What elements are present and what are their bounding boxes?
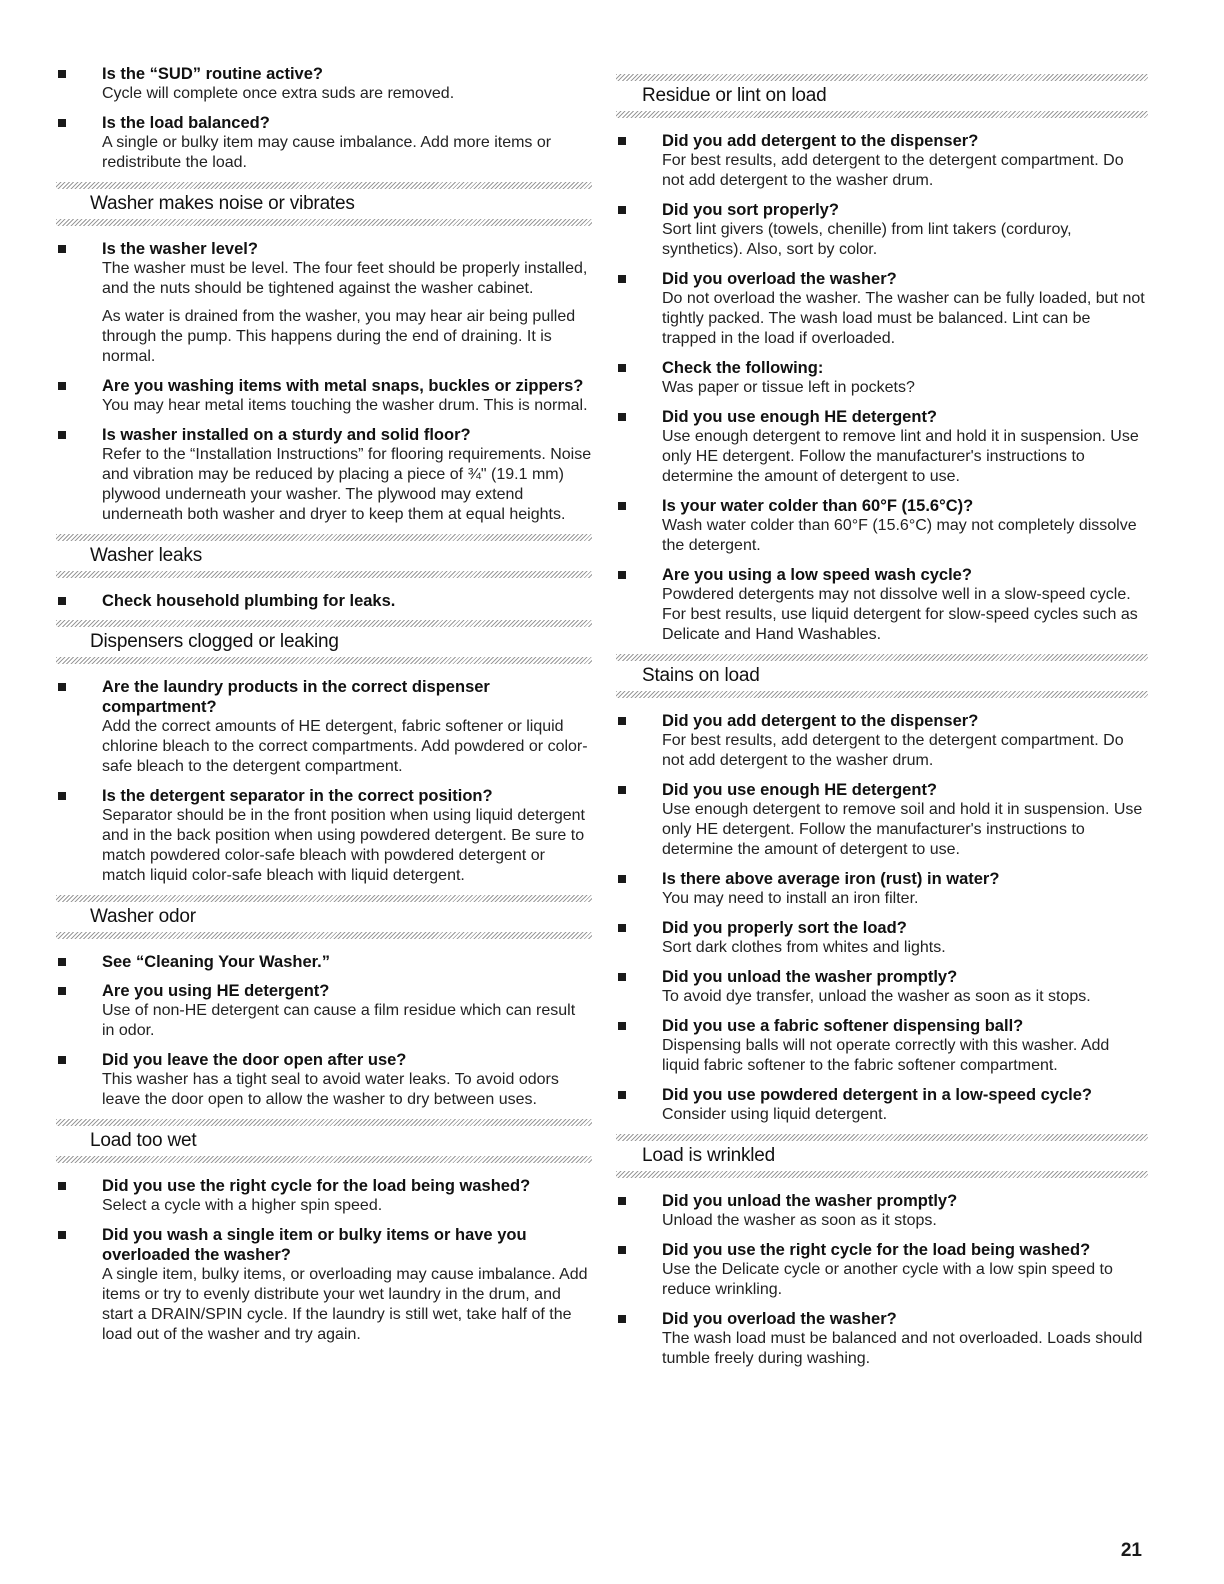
item-answer: Separator should be in the front position when using liquid detergent and in the back position when using powdered detergent. Be sure to match powdered color-safe bleach with powdered detergent or match liquid color-safe bleach with liquid detergent. (102, 807, 585, 884)
hatched-divider (616, 74, 1148, 81)
item-question: Did you wash a single item or bulky items or have you overloaded the washer? (102, 1226, 527, 1264)
item-answer: Cycle will complete once extra suds are removed. (102, 85, 455, 102)
troubleshooting-item (616, 1016, 1148, 1076)
item-answer: Unload the washer as soon as it stops. (662, 1212, 937, 1229)
item-question: Did you use the right cycle for the load being washed? (662, 1241, 1091, 1259)
item-question: Is the detergent separator in the correct position? (102, 787, 493, 805)
item-answer: Refer to the “Installation Instructions” for flooring requirements. Noise and vibration may be reduced by placing a piece of ¾" (19.1 mm) plywood underneath your washer. The plywood may extend underneath both washer and dryer to keep them at equal heights. (102, 446, 592, 523)
troubleshooting-item (56, 677, 592, 777)
item-answer: The washer must be level. The four feet should be properly installed, and the nuts should be tightened against the washer cabinet. (102, 260, 588, 297)
square-bullet-icon (618, 571, 626, 579)
troubleshooting-item (56, 786, 592, 886)
square-bullet-icon (58, 987, 66, 995)
square-bullet-icon (618, 717, 626, 725)
section-dispensers-clogged-or-leaking (56, 620, 592, 664)
troubleshooting-item (616, 780, 1148, 860)
troubleshooting-item (616, 869, 1148, 909)
item-answer: For best results, add detergent to the detergent compartment. Do not add detergent to the washer drum. (662, 152, 1124, 189)
section-load-is-wrinkled (616, 1134, 1148, 1178)
square-bullet-icon (58, 1056, 66, 1064)
item-question: Did you unload the washer promptly? (662, 968, 958, 986)
section-stains-on-load (616, 654, 1148, 698)
item-question: Did you add detergent to the dispenser? (662, 712, 979, 730)
troubleshooting-item (56, 239, 592, 367)
right-column (616, 64, 1148, 1378)
item-answer: Do not overload the washer. The washer can be fully loaded, but not tightly packed. The wash load must be balanced. Lint can be trapped in the load if overloaded. (662, 290, 1145, 347)
item-question: Is washer installed on a sturdy and solid floor? (102, 426, 471, 444)
square-bullet-icon (58, 1231, 66, 1239)
square-bullet-icon (618, 137, 626, 145)
troubleshooting-item (56, 981, 592, 1041)
item-answer: A single item, bulky items, or overloading may cause imbalance. Add items or try to evenly distribute your wet laundry in the drum, and start a DRAIN/SPIN cycle. If the laundry is still wet, take half of the load out of the washer and try again. (102, 1266, 588, 1343)
item-question: Did you unload the washer promptly? (662, 1192, 958, 1210)
hatched-divider (56, 932, 592, 939)
troubleshooting-item (616, 711, 1148, 771)
troubleshooting-item (56, 425, 592, 525)
section-washer-leaks (56, 534, 592, 578)
troubleshooting-item (616, 1191, 1148, 1231)
item-question: Did you overload the washer? (662, 1310, 897, 1328)
troubleshooting-item (56, 113, 592, 173)
square-bullet-icon (58, 958, 66, 966)
section-heading: Washer odor (90, 906, 196, 927)
troubleshooting-item (56, 1176, 592, 1216)
troubleshooting-item (56, 64, 592, 104)
hatched-divider (56, 534, 592, 541)
square-bullet-icon (58, 70, 66, 78)
square-bullet-icon (618, 206, 626, 214)
item-question: Is your water colder than 60°F (15.6°C)? (662, 497, 974, 515)
item-answer: Powdered detergents may not dissolve well in a slow-speed cycle. For best results, use liquid detergent for slow-speed cycles such as Delicate and Hand Washables. (662, 586, 1138, 643)
section-load-too-wet (56, 1119, 592, 1163)
troubleshooting-item (616, 269, 1148, 349)
troubleshooting-item (616, 1240, 1148, 1300)
hatched-divider (56, 182, 592, 189)
item-question: Did you use enough HE detergent? (662, 408, 938, 426)
item-question: Are you using HE detergent? (102, 982, 330, 1000)
item-question: Did you use the right cycle for the load being washed? (102, 1177, 531, 1195)
square-bullet-icon (58, 382, 66, 390)
item-question: Are the laundry products in the correct dispenser compartment? (102, 678, 490, 716)
hatched-divider (56, 219, 592, 226)
page-number: 21 (1120, 1540, 1142, 1561)
item-answer: This washer has a tight seal to avoid water leaks. To avoid odors leave the door open to allow the washer to dry between uses. (102, 1071, 559, 1108)
item-answer: Was paper or tissue left in pockets? (662, 379, 915, 396)
troubleshooting-item (616, 565, 1148, 645)
left-column (56, 64, 592, 1354)
item-question: Is the load balanced? (102, 114, 270, 132)
hatched-divider (616, 1134, 1148, 1141)
section-heading: Washer makes noise or vibrates (90, 193, 355, 214)
item-answer: Dispensing balls will not operate correctly with this washer. Add liquid fabric softener to the fabric softener compartment. (662, 1037, 1110, 1074)
square-bullet-icon (58, 431, 66, 439)
section-washer-makes-noise-or-vibrates (56, 182, 592, 226)
square-bullet-icon (58, 245, 66, 253)
troubleshooting-item (616, 918, 1148, 958)
square-bullet-icon (58, 597, 66, 605)
troubleshooting-item (56, 1050, 592, 1110)
section-washer-odor (56, 895, 592, 939)
item-question: Are you using a low speed wash cycle? (662, 566, 972, 584)
item-answer: Use of non-HE detergent can cause a film residue which can result in odor. (102, 1002, 576, 1039)
square-bullet-icon (618, 1091, 626, 1099)
item-question: Are you washing items with metal snaps, buckles or zippers? (102, 377, 584, 395)
section-residue-or-lint-on-load (616, 74, 1148, 118)
troubleshooting-item (56, 376, 592, 416)
troubleshooting-item (616, 496, 1148, 556)
item-question: Did you leave the door open after use? (102, 1051, 407, 1069)
square-bullet-icon (618, 1022, 626, 1030)
square-bullet-icon (618, 502, 626, 510)
hatched-divider (56, 895, 592, 902)
square-bullet-icon (618, 413, 626, 421)
hatched-divider (616, 1171, 1148, 1178)
item-answer: Use enough detergent to remove soil and hold it in suspension. Use only HE detergent. Follow the manufacturer's instructions to determine the amount of detergent to use. (662, 801, 1143, 858)
section-heading: Load is wrinkled (642, 1145, 776, 1166)
section-heading: Dispensers clogged or leaking (90, 631, 339, 652)
troubleshooting-item (616, 358, 1148, 398)
item-question: See “Cleaning Your Washer.” (102, 953, 331, 971)
hatched-divider (56, 1156, 592, 1163)
item-answer: Wash water colder than 60°F (15.6°C) may not completely dissolve the detergent. (662, 517, 1137, 554)
square-bullet-icon (618, 786, 626, 794)
square-bullet-icon (618, 1246, 626, 1254)
section-heading: Stains on load (642, 665, 760, 686)
square-bullet-icon (618, 364, 626, 372)
item-answer: Add the correct amounts of HE detergent, fabric softener or liquid chlorine bleach to the correct compartments. Add powdered or color-safe bleach to the detergent compartment. (102, 718, 588, 775)
square-bullet-icon (58, 683, 66, 691)
item-answer: Sort dark clothes from whites and lights. (662, 939, 946, 956)
item-answer: Use the Delicate cycle or another cycle with a low spin speed to reduce wrinkling. (662, 1261, 1113, 1298)
troubleshooting-item (616, 1309, 1148, 1369)
square-bullet-icon (618, 875, 626, 883)
item-answer: To avoid dye transfer, unload the washer as soon as it stops. (662, 988, 1091, 1005)
troubleshooting-item (616, 407, 1148, 487)
item-answer: A single or bulky item may cause imbalance. Add more items or redistribute the load. (102, 134, 552, 171)
square-bullet-icon (58, 792, 66, 800)
square-bullet-icon (58, 119, 66, 127)
section-heading: Load too wet (90, 1130, 197, 1151)
item-answer: Use enough detergent to remove lint and hold it in suspension. Use only HE detergent. Follow the manufacturer's instructions to determine the amount of detergent to use. (662, 428, 1139, 485)
hatched-divider (616, 654, 1148, 661)
item-answer: You may hear metal items touching the washer drum. This is normal. (102, 397, 588, 414)
hatched-divider (56, 657, 592, 664)
square-bullet-icon (618, 973, 626, 981)
item-question: Did you add detergent to the dispenser? (662, 132, 979, 150)
troubleshooting-item (56, 952, 592, 972)
square-bullet-icon (58, 1182, 66, 1190)
item-answer: Sort lint givers (towels, chenille) from lint takers (corduroy, synthetics). Also, sort by color. (662, 221, 1072, 258)
section-heading: Washer leaks (90, 545, 202, 566)
troubleshooting-item (616, 131, 1148, 191)
hatched-divider (56, 571, 592, 578)
item-question: Did you use a fabric softener dispensing ball? (662, 1017, 1024, 1035)
troubleshooting-item (56, 1225, 592, 1345)
square-bullet-icon (618, 275, 626, 283)
item-question: Did you sort properly? (662, 201, 839, 219)
troubleshooting-item (56, 591, 592, 611)
item-answer: As water is drained from the washer, you may hear air being pulled through the pump. This happens during the end of draining. It is normal. (102, 308, 576, 365)
item-answer: The wash load must be balanced and not overloaded. Loads should tumble freely during washing. (662, 1330, 1143, 1367)
troubleshooting-item (616, 200, 1148, 260)
item-question: Check the following: (662, 359, 824, 377)
item-question: Is the washer level? (102, 240, 258, 258)
hatched-divider (56, 1119, 592, 1126)
item-question: Did you properly sort the load? (662, 919, 907, 937)
item-answer: Select a cycle with a higher spin speed. (102, 1197, 383, 1214)
item-question: Did you use enough HE detergent? (662, 781, 938, 799)
square-bullet-icon (618, 924, 626, 932)
item-answer: You may need to install an iron filter. (662, 890, 919, 907)
hatched-divider (616, 111, 1148, 118)
square-bullet-icon (618, 1315, 626, 1323)
section-heading: Residue or lint on load (642, 85, 827, 106)
item-question: Did you use powdered detergent in a low-speed cycle? (662, 1086, 1093, 1104)
square-bullet-icon (618, 1197, 626, 1205)
item-question: Check household plumbing for leaks. (102, 592, 396, 610)
troubleshooting-item (616, 967, 1148, 1007)
item-question: Did you overload the washer? (662, 270, 897, 288)
troubleshooting-item (616, 1085, 1148, 1125)
item-answer: For best results, add detergent to the detergent compartment. Do not add detergent to the washer drum. (662, 732, 1124, 769)
item-answer: Consider using liquid detergent. (662, 1106, 888, 1123)
item-question: Is the “SUD” routine active? (102, 65, 323, 83)
hatched-divider (616, 691, 1148, 698)
hatched-divider (56, 620, 592, 627)
item-question: Is there above average iron (rust) in water? (662, 870, 1000, 888)
